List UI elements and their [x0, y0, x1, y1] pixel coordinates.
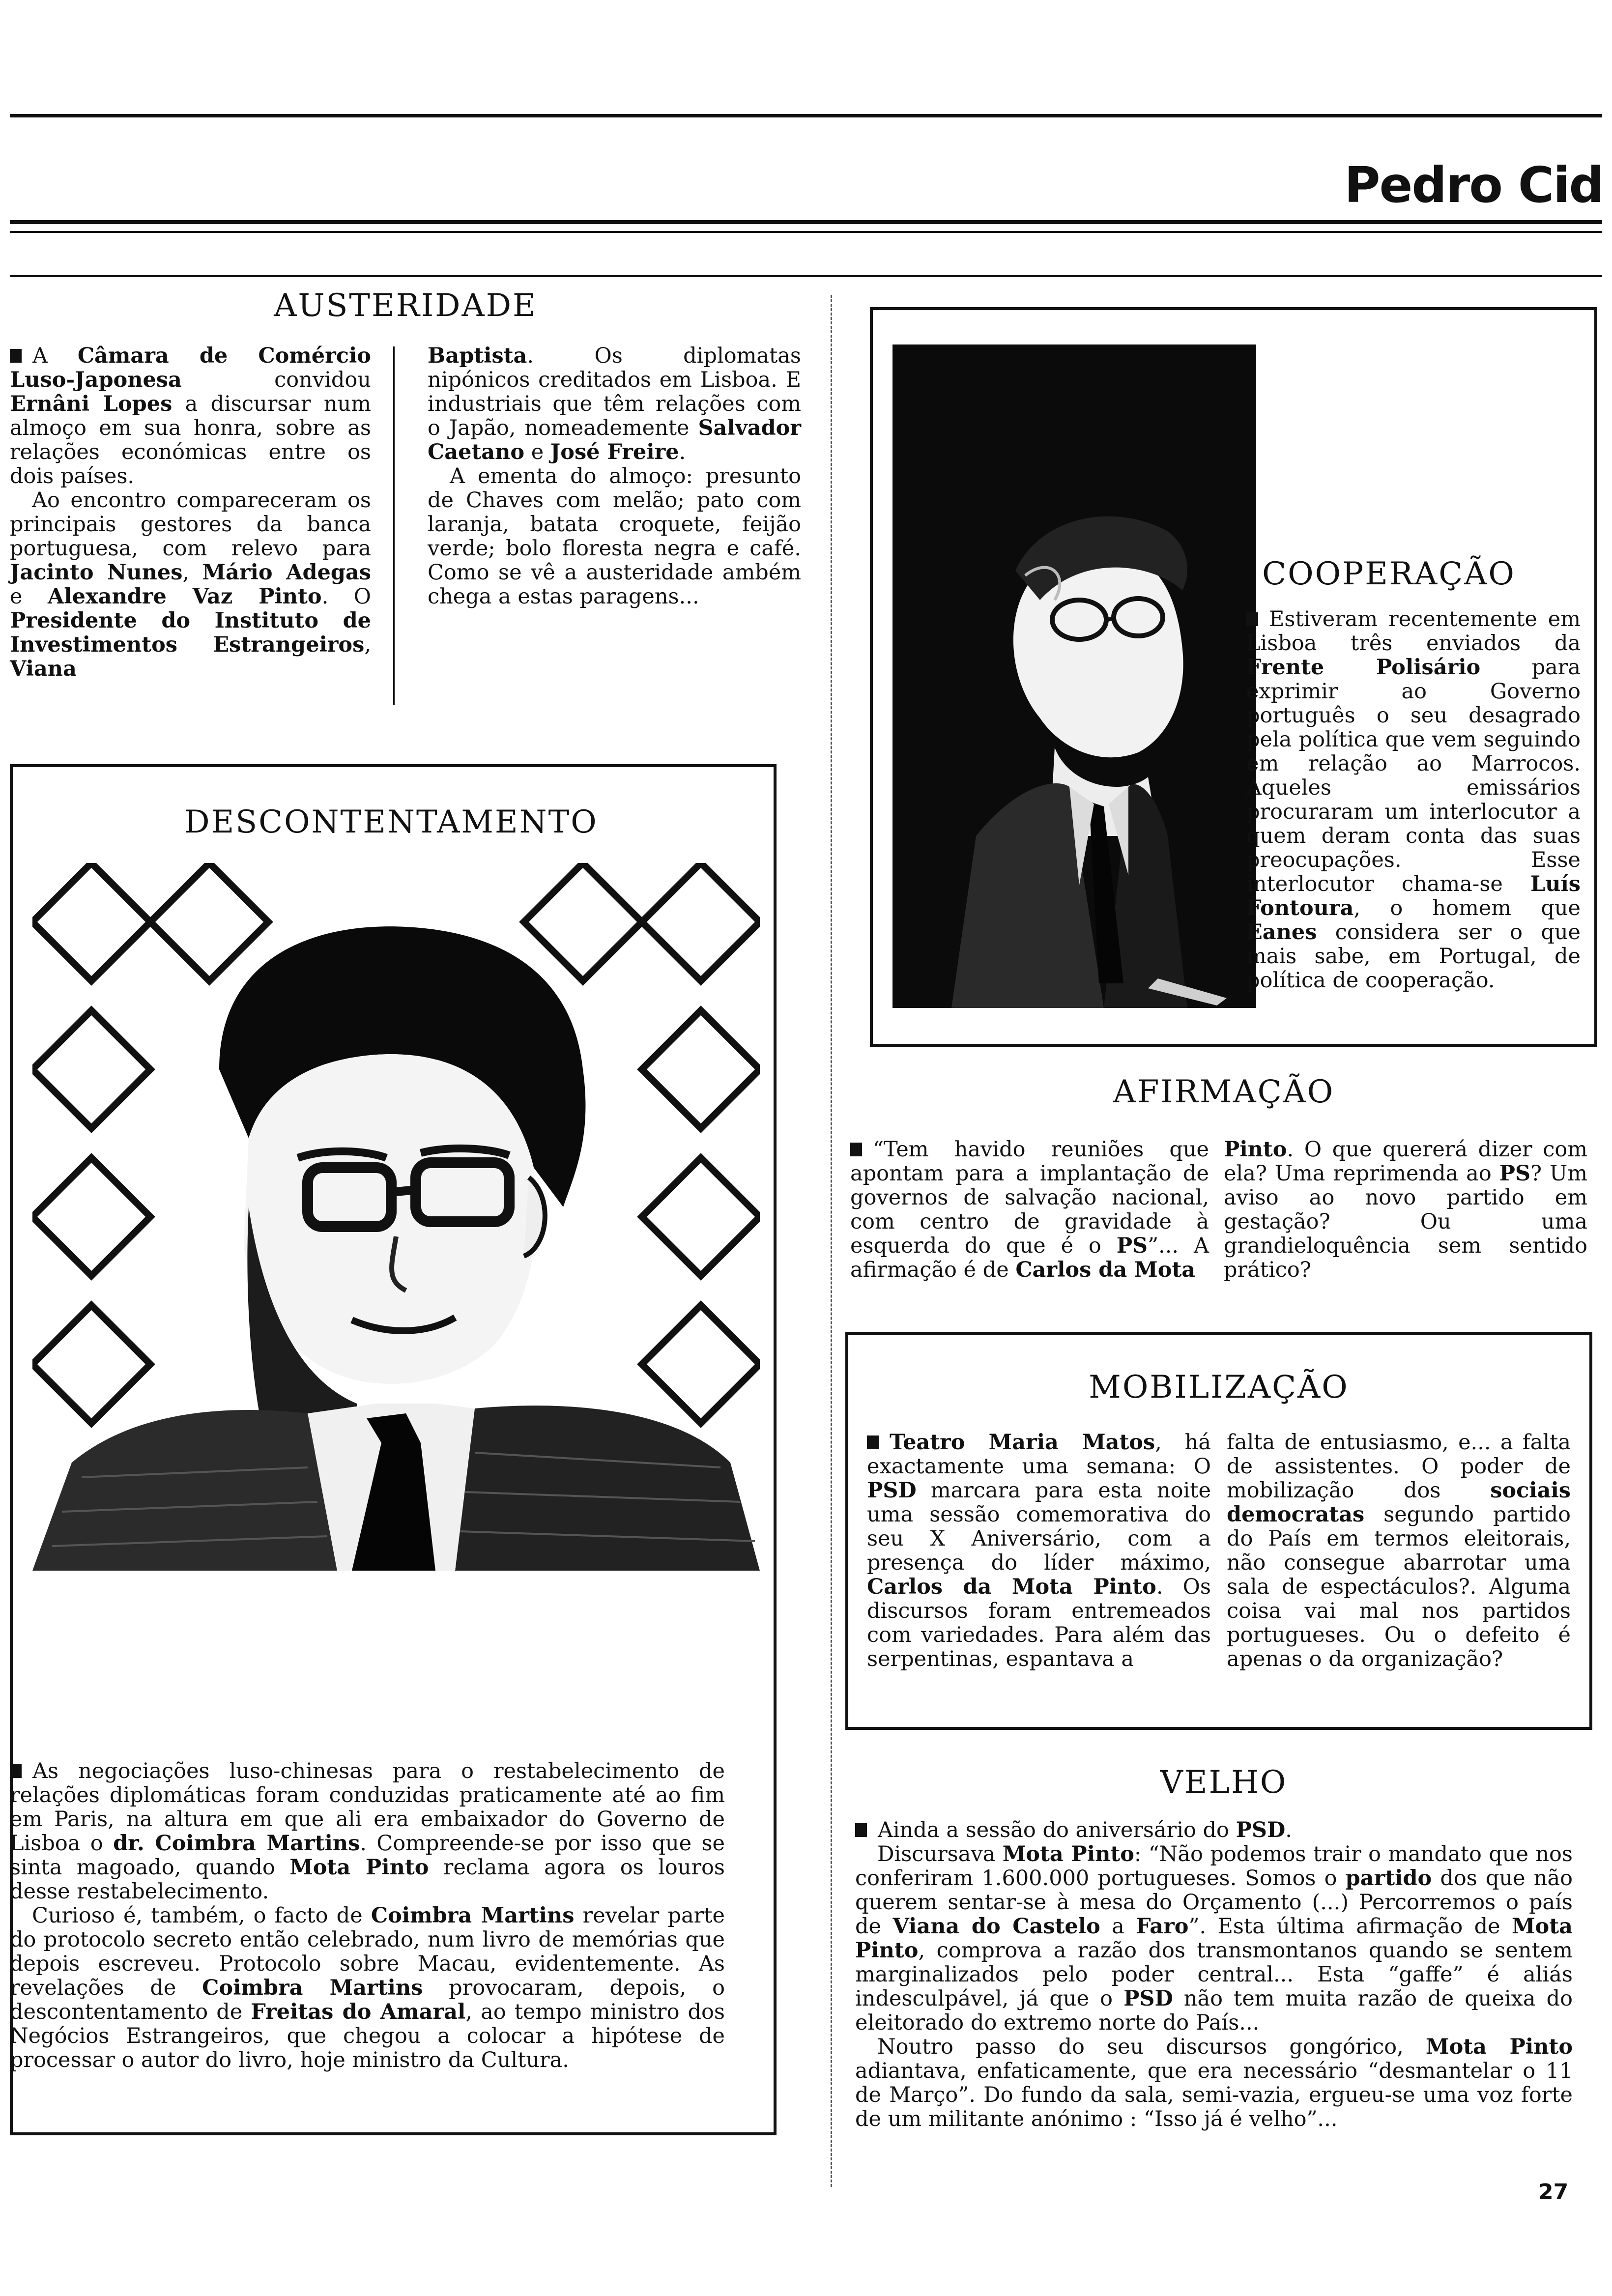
column-separator [831, 295, 832, 2187]
velho-text: Ainda a sessão do aniversário do PSD. Discursava Mota Pinto: “Não podemos trair o mandato que nos conferiram 1.600.000 portugueses. Somos o partido dos que não querem sentar-se à mesa do Orçamento (...) Percorremos o país de Viana do Castelo a Faro”. Esta última afirmação de Mota Pinto, comprova a razão dos transmontanos quando se sentem marginalizados pelo poder central... Esta “gaffe” é aliás indesculpável, já que o PSD não tem muita razão de queixa do eleitorado do extremo norte do País... Noutro passo do seu discursos gongórico, Mota Pinto adiantava, enfaticamente, que era necessário “desmantelar o 11 de Março”. Do fundo da sala, semi-vazia, ergueu-se uma voz forte de um militante anónimo : “Isso já é velho”... [855, 1818, 1573, 2131]
cooperacao-headline: COOPERAÇÃO [1262, 556, 1516, 592]
mobilizacao-box [845, 1332, 1592, 1730]
austeridade-col-2: Baptista. Os diplomatas nipónicos creditados em Lisboa. E industriais que têm relações com o Japão, nomeademente Salvador Caetano e José Freire. A ementa do almoço: presunto de Chaves com melão; pato com laranja, batata croquete, feijão verde; bolo floresta negra e café. Como se vê a austeridade ambém chega a estas paragens... [428, 344, 801, 609]
afirmacao-headline: AFIRMAÇÃO [1113, 1074, 1335, 1110]
portrait-left-photo [32, 863, 760, 1571]
bullet-square-icon [867, 1435, 879, 1449]
mobilizacao-col-1: Teatro Maria Matos, há exactamente uma semana: O PSD marcara para esta noite uma sessão comemorativa do seu X Aniversário, com a presença do líder máximo, Carlos da Mota Pinto. Os discursos foram entremeados com variedades. Para além das serpentinas, espantava a [867, 1430, 1211, 1671]
descontentamento-headline: DESCONTENTAMENTO [184, 804, 598, 840]
bullet-square-icon [10, 349, 22, 363]
afirmacao-col-2: Pinto. O que quererá dizer com ela? Uma reprimenda ao PS? Um aviso ao novo partido em gestação? Ou uma grandieloquência sem sentido prático? [1224, 1137, 1587, 1282]
bullet-square-icon [850, 1143, 862, 1156]
mobilizacao-headline: MOBILIZAÇÃO [1089, 1369, 1349, 1406]
austeridade-divider [393, 346, 395, 705]
descontentamento-text: As negociações luso-chinesas para o restabelecimento de relações diplomáticas foram conduzidas praticamente até ao fim em Paris, na altura em que ali era embaixador do Governo de Lisboa o dr. Coimbra Martins. Compreende-se por isso que se sinta magoado, quando Mota Pinto reclama agora os louros desse restabelecimento. Curioso é, também, o facto de Coimbra Martins revelar parte do protocolo secreto então celebrado, num livro de memórias que depois escreveu. Protocolo sobre Macau, evidentemente. As revelações de Coimbra Martins provocaram, depois, o descontentamento de Freitas do Amaral, ao tempo ministro dos Negócios Estrangeiros, que chegou a colocar a hipótese de processar o autor do livro, hoje ministro da Cultura. [10, 1759, 725, 2072]
portrait-right-image [892, 344, 1256, 1008]
bullet-square-icon [10, 1764, 22, 1778]
header-rule-2 [10, 231, 1602, 233]
page-number: 27 [1538, 2180, 1569, 2205]
portrait-right-photo [892, 344, 1256, 1008]
cooperacao-box [870, 307, 1597, 1047]
velho-headline: VELHO [1160, 1764, 1288, 1801]
mobilizacao-col-2: falta de entusiasmo, e... a falta de assistentes. O poder de mobilização dos sociais democratas segundo partido do País em termos eleitorais, não consegue abarrotar uma sala de espectáculos?. Alguma coisa vai mal nos partidos portugueses. Ou o defeito é apenas o da organização? [1227, 1430, 1571, 1671]
header-rule-1 [10, 220, 1602, 224]
top-rule [10, 114, 1602, 117]
afirmacao-col-1: “Tem havido reuniões que apontam para a implantação de governos de salvação nacional, com centro de gravidade à esquerda do que é o PS”... A afirmação é de Carlos da Mota [850, 1137, 1209, 1282]
bullet-square-icon [1246, 612, 1258, 626]
austeridade-col-1: A Câmara de Comércio Luso-Japonesa convidou Ernâni Lopes a discursar num almoço em sua honra, sobre as relações económicas entre os dois países. Ao encontro compareceram os principais gestores da banca portuguesa, com relevo para Jacinto Nunes, Mário Adegas e Alexandre Vaz Pinto. O Presidente do Instituto de Investimentos Estrangeiros, Viana [10, 344, 372, 681]
cooperacao-text: Estiveram recentemente em Lisboa três enviados da Frente Polisário para exprimir ao Governo português o seu desagrado pela política que vem seguindo em relação ao Marrocos. Aqueles emissários procuraram um interlocutor a quem deram conta das suas preocupações. Esse interlocutor chama-se Luís Fontoura, o homem que Eanes considera ser o que mais sabe, em Portugal, de política de cooperação. [1246, 607, 1581, 993]
bullet-square-icon [855, 1823, 867, 1837]
header-rule-3 [10, 275, 1602, 277]
austeridade-headline: AUSTERIDADE [274, 287, 537, 324]
author-name: Pedro Cid [1344, 156, 1603, 214]
portrait-left-image [32, 863, 760, 1571]
